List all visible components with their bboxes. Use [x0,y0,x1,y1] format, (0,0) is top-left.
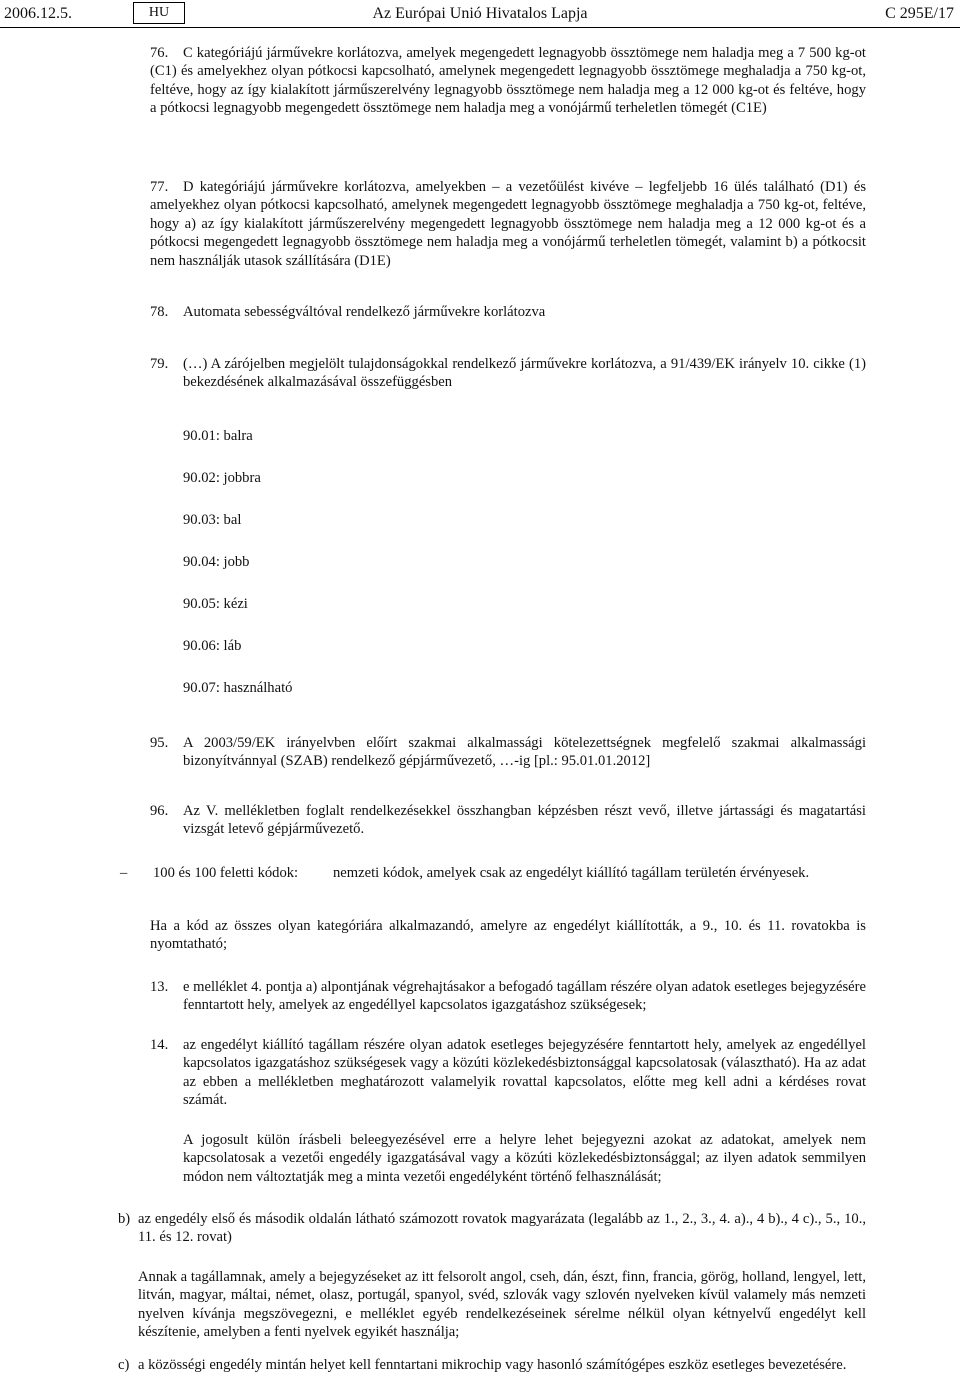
consent-paragraph: A jogosult külön írásbeli beleegyezésével erre a helyre lehet bejegyezni azokat az adatokat, amelyek nem kapcsolatosak a vezetői engedély igazgatásával vagy a közúti közlekedésbiztonsággal; az ilyen adatok semmilyen módon nem változtatják meg a minta vezetői engedélyként történő felhasználását; [183,1132,866,1185]
item-b [118,1210,866,1247]
item-text: e melléklet 4. pontja a) alpontjának végrehajtásakor a befogadó tagállam részére olyan adatok esetleges bejegyzésére fenntartott hely, amelyek az engedéllyel kapcsolatos igazgatáshoz szükségesek; [183,979,866,1014]
list-item-76 [150,44,866,118]
list-item-14 [150,1036,866,1110]
code-90-06: 90.06: láb [183,638,242,654]
item-letter: c) [118,1357,130,1373]
codes-note-paragraph: Ha a kód az összes olyan kategóriára alkalmazandó, amelyre az engedélyt kiállították, a 9., 10. és 11. rovatokba is nyomtatható; [150,918,866,953]
item-number: 77. [150,179,169,195]
item-letter: b) [118,1211,131,1227]
item-text: (…) A zárójelben megjelölt tulajdonságokkal rendelkező járművekre korlátozva, a 91/439/EK irányelv 10. cikke (1) bekezdésének alkalmazásával összefüggésben [183,356,866,391]
item-number: 95. [150,735,169,751]
list-item-13 [150,978,866,1015]
journal-title: Az Európai Unió Hivatalos Lapja [372,5,588,22]
dash-marker: – [120,865,128,881]
item-number: 76. [150,45,169,61]
list-item-79 [150,355,866,392]
item-number: 96. [150,803,169,819]
item-text: a közösségi engedély mintán helyet kell fenntartani mikrochip vagy hasonló számítógépes eszköz esetleges bevezetésére. [138,1357,847,1373]
page-number: C 295E/17 [885,5,954,22]
national-codes-label: 100 és 100 feletti kódok: [153,865,299,881]
item-text: az engedélyt kiállító tagállam részére olyan adatok esetleges bejegyzésére fenntartott hely, amelyek az engedéllyel kapcsolatos igazgatáshoz szükségesek vagy a közúti közlekedésbiztonsággal kapcsolatosak (választható). Ha az adat az ebben a mellékletben meghatározott valamelyik rovattal kapcsolatos, előtte meg kell adni a kérdéses rovat számát. [183,1037,866,1109]
code-90-01: 90.01: balra [183,428,253,444]
item-number: 79. [150,356,169,372]
item-c [118,1356,866,1374]
item-text: A 2003/59/EK irányelvben előírt szakmai alkalmassági kötelezettségnek megfelelő szakmai alkalmassági bizonyítvánnyal (SZAB) rendelkező gépjárművezető, …-ig [pl.: 95.01.01.2012] [183,735,866,770]
national-codes-text: nemzeti kódok, amelyek csak az engedélyt kiállító tagállam területén érvényesek. [333,865,810,881]
code-90-05: 90.05: kézi [183,596,248,612]
item-number: 78. [150,304,169,320]
list-item-77 [150,178,866,270]
item-text: D kategóriájú járművekre korlátozva, amelyekben – a vezetőülést kivéve – legfeljebb 16 ülés található (D1) és amelyekhez olyan pótkocsi kapcsolható, amelynek megengedett legnagyobb össztömege meghaladja a 750 kg-ot, feltéve, hogy a) az így kialakított járműszerelvény megengedett legnagyobb össztömege nem haladja meg a 12 000 kg-ot és a pótkocsi megengedett legnagyobb össztömege nem haladja meg a vonójármű terheletlen tömegét, valamint b) a pótkocsit nem használják utasok szállítására (D1E) [150,179,866,269]
item-number: 14. [150,1037,169,1053]
code-90-02: 90.02: jobbra [183,470,261,486]
item-number: 13. [150,979,169,995]
code-90-07: 90.07: használható [183,680,293,696]
page-header [0,0,960,28]
header-rule [0,27,960,28]
list-item-96 [150,802,866,839]
list-item-78 [150,303,866,321]
language-box: HU [133,2,185,24]
item-text: Automata sebességváltóval rendelkező járművekre korlátozva [183,304,546,320]
code-90-03: 90.03: bal [183,512,242,528]
languages-paragraph: Annak a tagállamnak, amely a bejegyzéseket az itt felsorolt angol, cseh, dán, észt, finn, francia, görög, holland, lengyel, lett, litván, magyar, máltai, német, olasz, portugál, spanyol, svéd, szlovák vagy szlovén nyelveken kívül valamely más nemzeti nyelven kívánja megszövegezni, e melléklet egyéb rendelkezéseinek sérelme nélkül olyan kétnyelvű engedélyt kell készítenie, amelyben a fenti nyelvek egyikét használja; [138,1269,866,1341]
item-text: Az V. mellékletben foglalt rendelkezésekkel összhangban képzésben részt vevő, illetve jártassági és magatartási vizsgát letevő gépjárművezető. [183,803,866,838]
item-text: C kategóriájú járművekre korlátozva, amelyek megengedett legnagyobb össztömege nem haladja meg a 7 500 kg-ot (C1) és amelyekhez olyan pótkocsi kapcsolható, amelynek megengedett legnagyobb össztömege meghaladja a 750 kg-ot, feltéve, hogy az így kialakított járműszerelvény legnagyobb össztömege nem haladja meg a 12 000 kg-ot és feltéve, hogy a pótkocsi legnagyobb megengedett össztömege nem haladja meg a vonójármű terheletlen tömegét (C1E) [150,45,866,117]
item-text: az engedély első és második oldalán látható számozott rovatok magyarázata (legalább az 1., 2., 3., 4. a)., 4 b)., 4 c)., 5., 10., 11. és 12. rovat) [138,1211,866,1246]
code-90-04: 90.04: jobb [183,554,250,570]
list-item-95 [150,734,866,771]
header-date: 2006.12.5. [4,5,72,22]
